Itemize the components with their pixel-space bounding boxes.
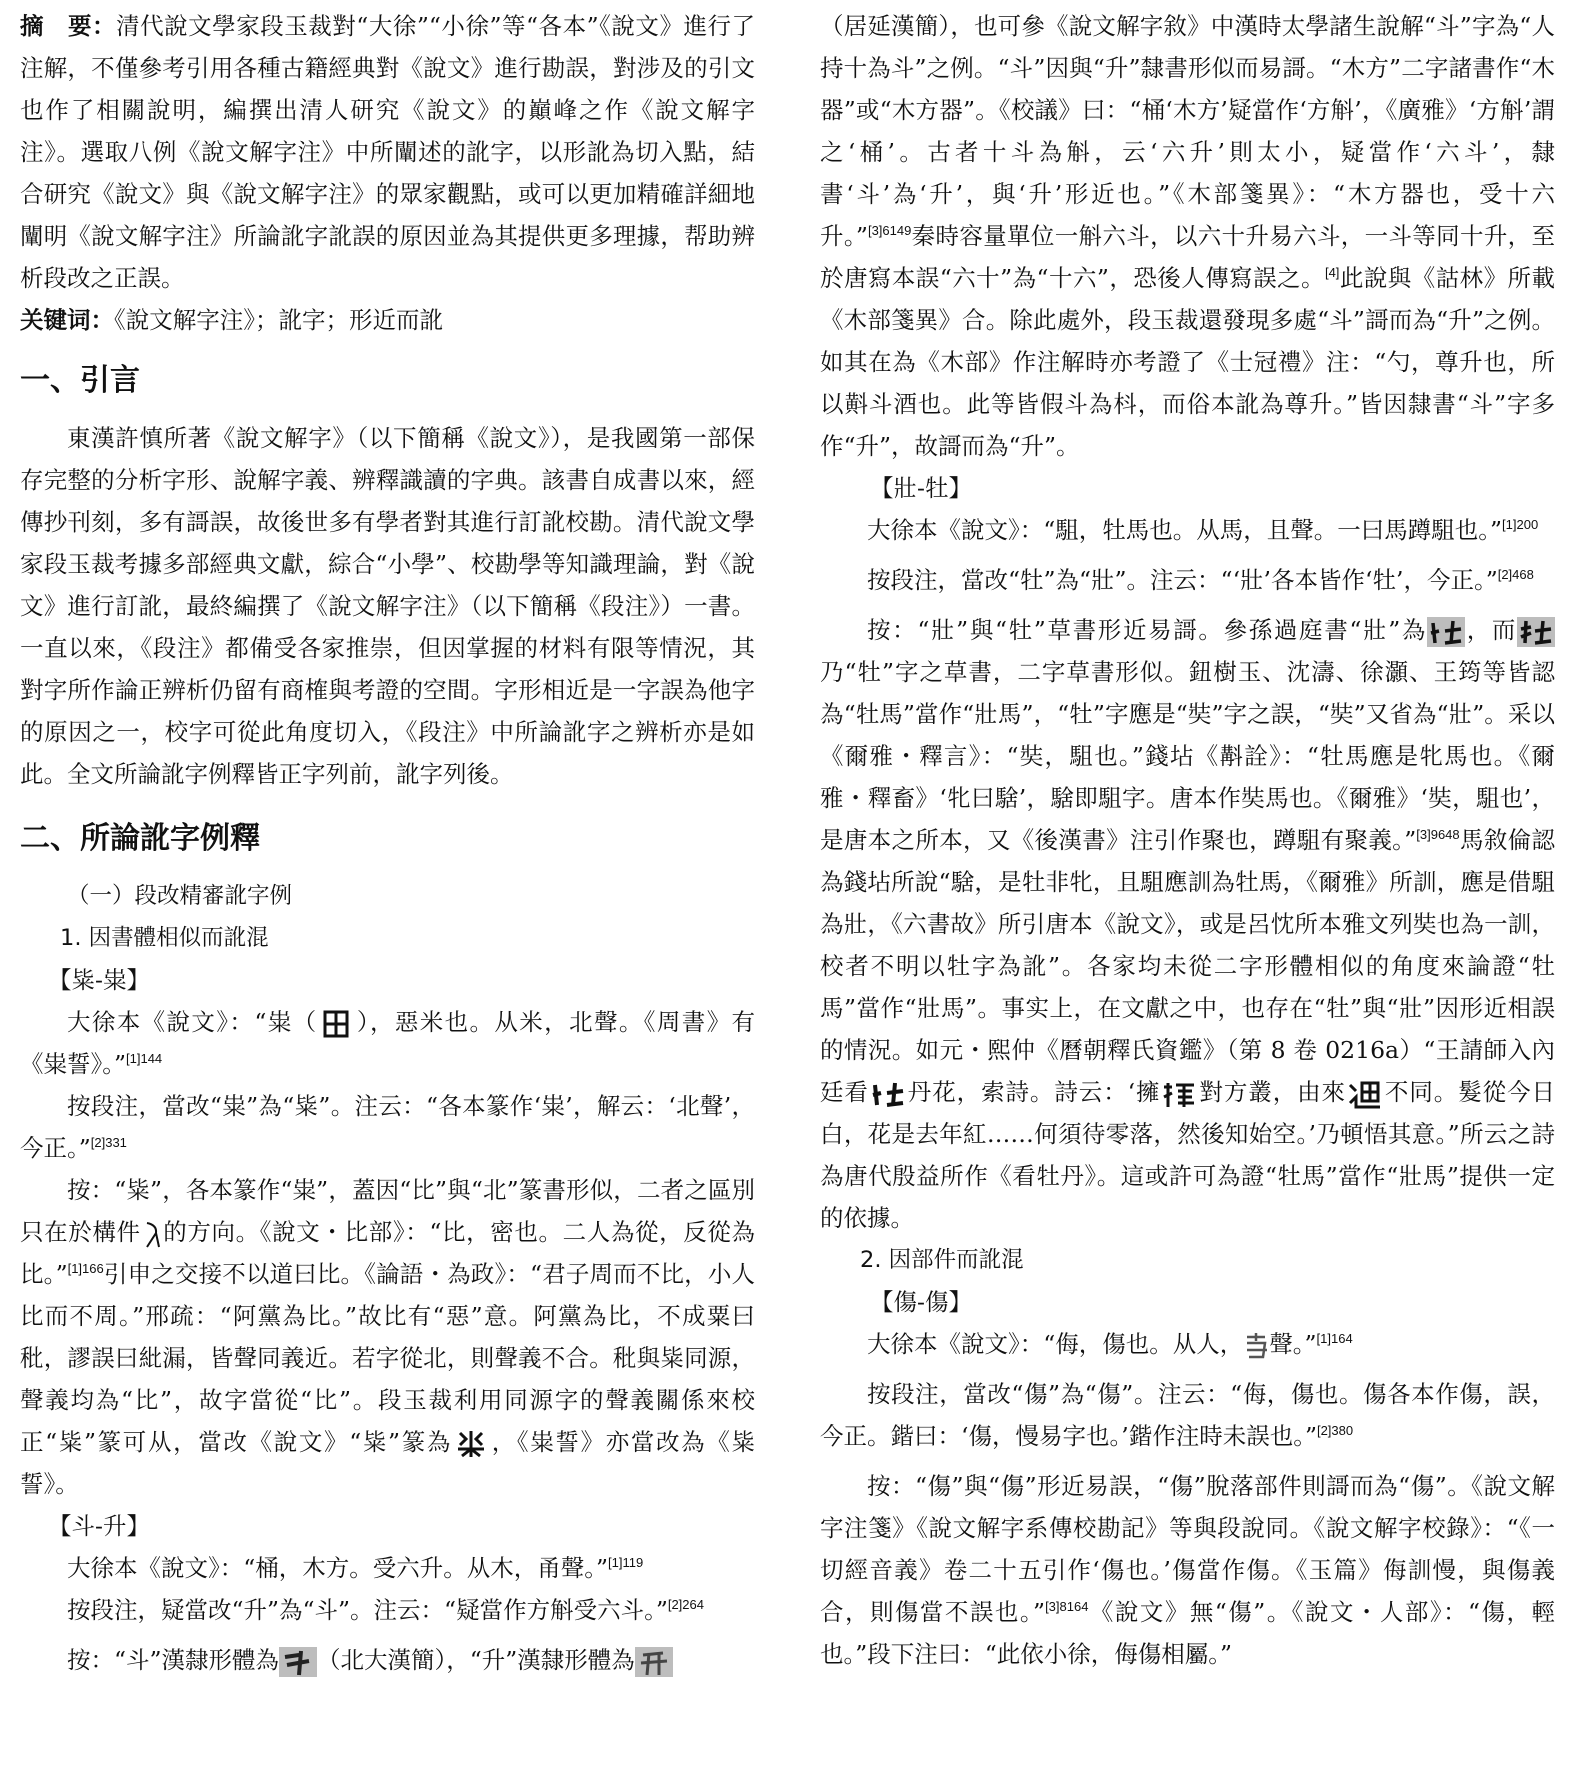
example-3-para-3	[820, 609, 1555, 1239]
example-2-para-2	[20, 1589, 755, 1631]
example-2-para-3-start	[20, 1639, 755, 1681]
keywords-label: 关键词：	[20, 306, 114, 334]
keywords-text: 《說文解字注》；訛字；形近而訛	[114, 306, 443, 334]
text: 丹花，索詩。詩云：‘擁	[906, 1078, 1161, 1106]
text: 大徐本《說文》：“侮，傷也。从人，	[867, 1330, 1244, 1358]
seal-glyph-icon	[452, 1429, 490, 1459]
inline-char-icon	[1243, 1331, 1269, 1361]
citation: [4]	[1324, 265, 1340, 281]
text: 按段注，當改“粜”為“粊”。注云：“各本篆作‘粜’，解云：‘北聲’，今正。”	[20, 1092, 755, 1162]
text: 按：“壯”與“牡”草書形近易謌。參孫過庭書“壯”為	[867, 616, 1428, 644]
section-2-title: 二、所論訛字例釋	[20, 821, 260, 856]
text: 的方向。《說文・比部》：“比，密也。二人為從，反從為比。”	[20, 1218, 756, 1288]
text: 按：“傷”與“傷”形近易誤，“傷”脫落部件則謌而為“傷”。《說文解字注箋》《說文解字系傳校勘記》等與段說同。《說文解字校錄》：“《一切經音義》卷二十五引作‘傷也。’傷當作傷。《玉篇》侮訓慢，與傷義合，則傷當不誤也。”	[820, 1472, 1555, 1626]
cursive-mu-icon	[1517, 617, 1555, 647]
example-4-title: 【傷-傷】	[870, 1288, 972, 1316]
text: 引申之交接不以道曰比。《論語・為政》：“君子周而不比，小人比而不周。”邢疏：“阿黨為比。”故比有“惡”意。阿黨為比，不成粟曰秕，謬誤曰紕漏，皆聲同義近。若字從北，則聲義不合。秕與粊同源，聲義均為“比”，故字當從“比”。段玉裁利用同源字的聲義關係來校正“粊”篆可从，當改《說文》“粊”篆為	[20, 1260, 755, 1456]
seal-glyph-icon	[317, 1009, 355, 1039]
citation: [2]380	[1316, 1423, 1354, 1439]
example-1-para-3	[20, 1169, 755, 1505]
text: 大徐本《說文》：“桶，木方。受六升。从木，甬聲。”	[67, 1554, 609, 1582]
text: ，《粜誓》亦當改為《粊誓》。	[20, 1428, 755, 1498]
example-2-para-1	[20, 1547, 755, 1589]
text: 聲。”	[1269, 1330, 1317, 1358]
abstract-label: 摘 要：	[20, 12, 117, 40]
text: 對方叢，由來	[1198, 1078, 1346, 1106]
inline-char-icon	[1346, 1079, 1384, 1109]
text: 此說與《詁林》所載《木部箋異》合。除此處外，段玉裁還發現多處“斗”謌而為“升”之例。如其在為《木部》作注解時亦考證了《士冠禮》注：“勺，尊升也，所以斢斗酒也。此等皆假斗為枓，而俗本訛為尊升。”皆因隸書“斗”字多作“升”，故謌而為“升”。	[820, 264, 1556, 460]
citation: [1]119	[608, 1555, 644, 1571]
example-1-title: 【粊-粜】	[48, 966, 150, 994]
text: 按：“粊”，各本篆作“粜”，蓋因“比”與“北”篆書形似，二者之區別只在於構件	[20, 1176, 755, 1246]
text: 馬敘倫認為錢坫所說“騇，是牡非牝，且駔應訓為牡馬，《爾雅》所訓，應是借駔為壯，《六書故》所引唐本《說文》，或是呂忱所本雅文列奘也為一訓，校者不明以牡字為訛”。各家均未從二字形體相似的角度來論證“牡馬”當作“壯馬”。事实上，在文獻之中，也存在“牡”與“壯”因形近相誤的情況。如元・熙仲《曆朝釋氏資鑑》（第 8 卷 0216a）“王請師入內廷看	[820, 826, 1556, 1106]
citation: [2]264	[667, 1597, 704, 1613]
text: ，而	[1465, 616, 1518, 644]
citation: [3]8164	[1045, 1599, 1089, 1615]
left-column	[20, 0, 755, 1681]
citation: [1]166	[67, 1261, 104, 1277]
subsection-1-1-title: 1. 因書體相似而訛混	[60, 925, 269, 951]
example-3-para-2	[820, 559, 1555, 601]
subsection-1-title: （一）段改精審訛字例	[67, 883, 293, 909]
abstract-text: 清代說文學家段玉裁對“大徐”“小徐”等“各本”《說文》進行了注解，不僅參考引用各種古籍經典對《說文》進行勘誤，對涉及的引文也作了相關說明，編撰出清人研究《說文》的巔峰之作《說文解字注》。選取八例《說文解字注》中所闡述的訛字，以形訛為切入點，結合研究《說文》與《說文解字注》的眾家觀點，或可以更加精確詳細地闡明《說文解字注》所論訛字訛誤的原因並為其提供更多理據，帮助辨析段改之正誤。	[20, 12, 756, 292]
clerical-dou-icon	[279, 1647, 317, 1677]
example-1-para-1	[20, 1001, 755, 1085]
citation: [2]468	[1497, 567, 1534, 583]
inline-char-icon	[1160, 1079, 1198, 1109]
citation: [1]200	[1502, 517, 1539, 533]
text: 秦時容量單位一斛六斗，以六十升易六斗，一斗等同十升，至於唐寫本誤“六十”為“十六”，恐後人傳寫誤之。	[820, 222, 1556, 292]
example-3-title: 【壯-牡】	[870, 474, 972, 502]
right-column	[820, 0, 1555, 1675]
citation: [3]6149	[867, 223, 912, 239]
example-4-para-2	[820, 1373, 1555, 1457]
example-2-para-3-cont	[820, 5, 1555, 467]
text: 大徐本《說文》：“駔，牡馬也。从馬，且聲。一曰馬蹲駔也。”	[867, 516, 1503, 544]
example-2-title: 【斗-升】	[48, 1512, 150, 1540]
example-3-para-1	[820, 509, 1555, 551]
example-4-para-1	[820, 1323, 1555, 1365]
keywords	[20, 299, 755, 341]
cursive-zhuang-icon	[1427, 617, 1465, 647]
section-1-title: 一、引言	[20, 363, 140, 398]
text: 乃“牡”字之草書，二字草書形似。鈕樹玉、沈濤、徐灝、王筠等皆認為“牡馬”當作“壯馬”，“牡”字應是“奘”字之誤，“奘”又省為“壯”。采以《爾雅・釋言》：“奘，駔也。”錢坫《斠詮》：“牡馬應是牝馬也。《爾雅・釋畜》‘牝曰騇’，騇即駔字。唐本作奘馬也。《爾雅》‘奘，駔也’，是唐本之所本，又《後漢書》注引作聚也，蹲駔有聚義。”	[820, 658, 1555, 854]
text: 按段注，當改“傷”為“傷”。注云：“侮，傷也。傷各本作傷，誤，今正。鍇曰：‘傷，慢易字也。’鍇作注時未誤也。”	[820, 1380, 1555, 1450]
citation: [1]144	[126, 1051, 163, 1067]
clerical-sheng-icon	[635, 1647, 673, 1677]
inline-char-icon	[869, 1079, 907, 1109]
citation: [2]331	[90, 1135, 127, 1151]
abstract	[20, 5, 755, 299]
text: 按段注，當改“牡”為“壯”。注云：“‘壯’各本皆作‘牡’，今正。”	[867, 566, 1498, 594]
reversed-human-component-icon	[141, 1219, 163, 1249]
intro-paragraph: 東漢許慎所著《說文解字》（以下簡稱《說文》），是我國第一部保存完整的分析字形、說解字義、辨釋識讀的字典。該書自成書以來，經傳抄刊刻，多有謌誤，故後世多有學者對其進行訂訛校勘。清代說文學家段玉裁考據多部經典文獻，綜合“小學”、校勘學等知識理論，對《說文》進行訂訛，最終編撰了《說文解字注》（以下簡稱《段注》）一書。一直以來，《段注》都備受各家推崇，但因掌握的材料有限等情況，其對字所作論正辨析仍留有商榷與考證的空間。字形相近是一字誤為他字的原因之一，校字可從此角度切入，《段注》中所論訛字之辨析亦是如此。全文所論訛字例釋皆正字列前，訛字列後。	[20, 424, 755, 788]
text: （北大漢簡），“升”漢隸形體為	[317, 1646, 635, 1674]
text: 《說文》無“傷”。《說文・人部》：“傷，輕也。”段下注曰：“此依小徐，侮傷相屬。”	[820, 1598, 1555, 1668]
text: 大徐本《說文》：“粜（	[67, 1008, 318, 1036]
example-1-para-2	[20, 1085, 755, 1169]
citation: [1]164	[1316, 1331, 1353, 1347]
subsection-1-2-title: 2. 因部件而訛混	[860, 1247, 1024, 1273]
text: ），惡米也。从米，北聲。《周書》有《粜誓》。”	[20, 1008, 756, 1078]
text: 按段注，疑當改“升”為“斗”。注云：“疑當作方斛受六斗。”	[67, 1596, 668, 1624]
text: （居延漢簡），也可參《說文解字敘》中漢時太學諸生說解“斗”字為“人持十為斗”之例。“斗”因與“升”隸書形似而易謌。“木方”二字諸書作“木器”或“木方器”。《校議》曰：“桶‘木方’疑當作‘方斛’，《廣雅》‘方斛’謂之‘桶’。古者十斗為斛，云‘六升’則太小，疑當作‘六斗’，隸書‘斗’為‘升’，與‘升’形近也。”《木部箋異》：“木方器也，受十六升。”	[820, 12, 1555, 250]
text: 按：“斗”漢隸形體為	[67, 1646, 280, 1674]
example-4-para-3	[820, 1465, 1555, 1675]
citation: [3]9648	[1416, 827, 1460, 843]
text: 不同。髮從今日白，花是去年紅……何須待零落，然後知始空。’乃頓悟其意。”所云之詩為唐代殷益所作《看牡丹》。這或許可為證“牡馬”當作“壯馬”提供一定的依據。	[820, 1078, 1556, 1232]
